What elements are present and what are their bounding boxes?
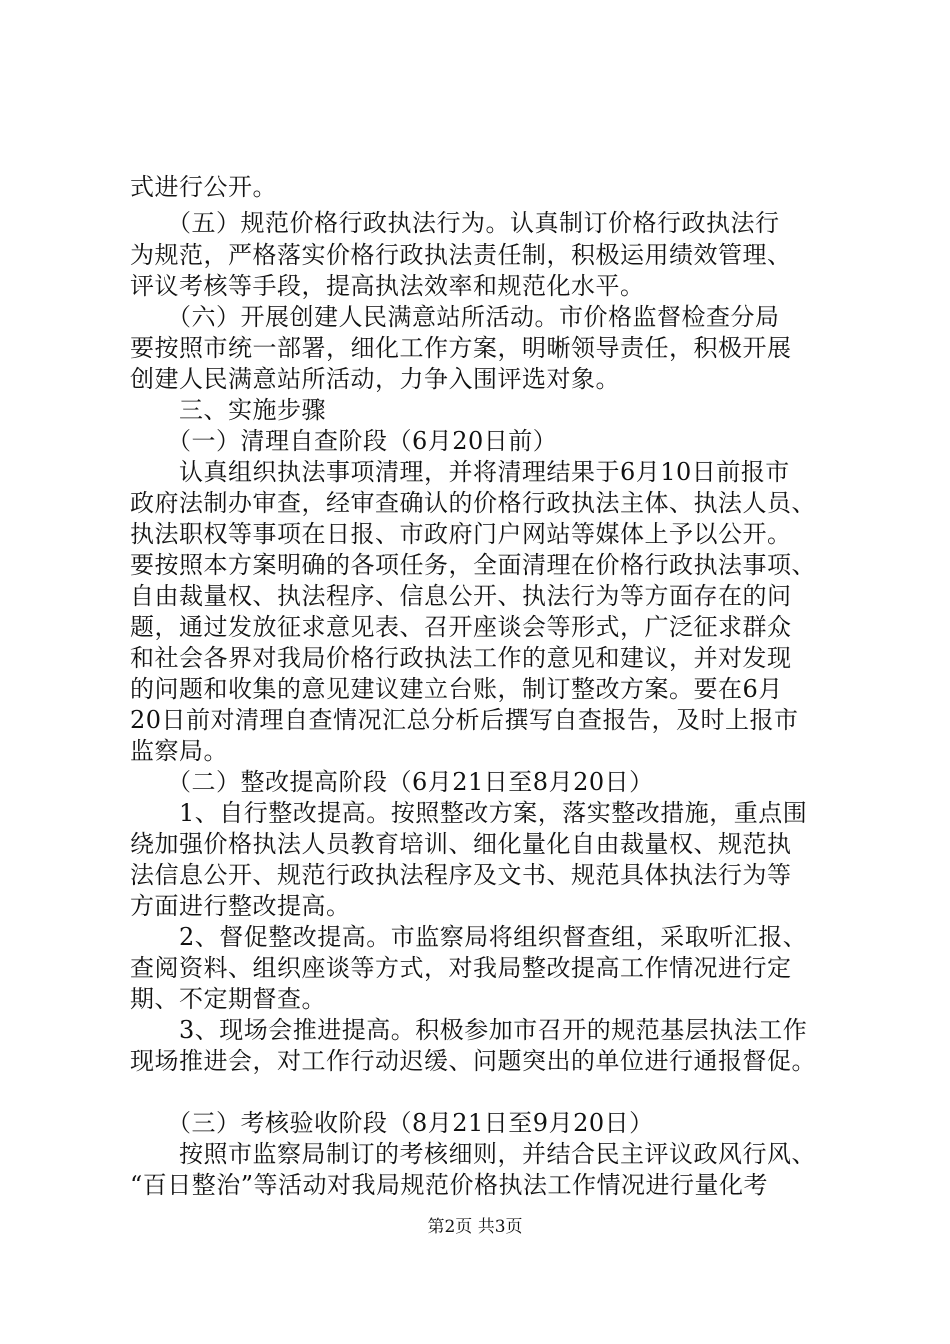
body-text-line: 要按照市统一部署，细化工作方案，明晰领导责任，积极开展 <box>130 334 792 362</box>
body-text-line: 3、现场会推进提高。积极参加市召开的规范基层执法工作 <box>130 1016 808 1044</box>
body-text-line: 现场推进会，对工作行动迟缓、问题突出的单位进行通报督促。 <box>130 1047 816 1075</box>
body-text-line: 按照市监察局制订的考核细则，并结合民主评议政风行风、 <box>130 1140 816 1168</box>
body-text-line: 政府法制办审查，经审查确认的价格行政执法主体、执法人员、 <box>130 489 816 517</box>
body-text-line: 1、自行整改提高。按照整改方案，落实整改措施，重点围 <box>130 799 808 827</box>
body-text-line: 2、督促整改提高。市监察局将组织督查组，采取听汇报、 <box>130 923 808 951</box>
body-text-line: 执法职权等事项在日报、市政府门户网站等媒体上予以公开。 <box>130 520 792 548</box>
body-text-line: 自由裁量权、执法程序、信息公开、执法行为等方面存在的问 <box>130 582 792 610</box>
page-number-footer: 第2页 共3页 <box>427 1217 523 1237</box>
subsection-heading: （二）整改提高阶段（6月21日至8月20日） <box>130 768 654 796</box>
body-text-line: 绕加强价格执法人员教育培训、细化量化自由裁量权、规范执 <box>130 830 792 858</box>
body-text-line: 期、不定期督查。 <box>130 985 326 1013</box>
section-heading: 三、实施步骤 <box>130 396 326 424</box>
body-text-line: 题，通过发放征求意见表、召开座谈会等形式，广泛征求群众 <box>130 613 792 641</box>
body-text-line: 20日前对清理自查情况汇总分析后撰写自查报告，及时上报市 <box>130 706 799 734</box>
body-text-line: 和社会各界对我局价格行政执法工作的意见和建议，并对发现 <box>130 644 792 672</box>
body-text-line: 创建人民满意站所活动，力争入围评选对象。 <box>130 365 620 393</box>
subsection-heading: （一）清理自查阶段（6月20日前） <box>130 427 558 455</box>
body-text-line: 认真组织执法事项清理，并将清理结果于6月10日前报市 <box>130 458 790 486</box>
body-text-line: （六）开展创建人民满意站所活动。市价格监督检查分局 <box>130 303 780 331</box>
subsection-heading: （三）考核验收阶段（8月21日至9月20日） <box>130 1109 654 1137</box>
body-text-line: 评议考核等手段，提高执法效率和规范化水平。 <box>130 272 645 300</box>
body-text-line: 式进行公开。 <box>130 173 277 201</box>
body-text-line: 的问题和收集的意见建议建立台账，制订整改方案。要在6月 <box>130 675 783 703</box>
body-text-line: 法信息公开、规范行政执法程序及文书、规范具体执法行为等 <box>130 861 792 889</box>
body-text-line: （五）规范价格行政执法行为。认真制订价格行政执法行 <box>130 209 780 237</box>
body-text-line: 要按照本方案明确的各项任务，全面清理在价格行政执法事项、 <box>130 551 816 579</box>
body-text-line: 方面进行整改提高。 <box>130 892 351 920</box>
body-text-line: 监察局。 <box>130 737 228 765</box>
body-text-line: 查阅资料、组织座谈等方式，对我局整改提高工作情况进行定 <box>130 954 792 982</box>
body-text-line: 为规范，严格落实价格行政执法责任制，积极运用绩效管理、 <box>130 241 792 269</box>
body-text-line: “百日整治”等活动对我局规范价格执法工作情况进行量化考 <box>130 1171 769 1199</box>
